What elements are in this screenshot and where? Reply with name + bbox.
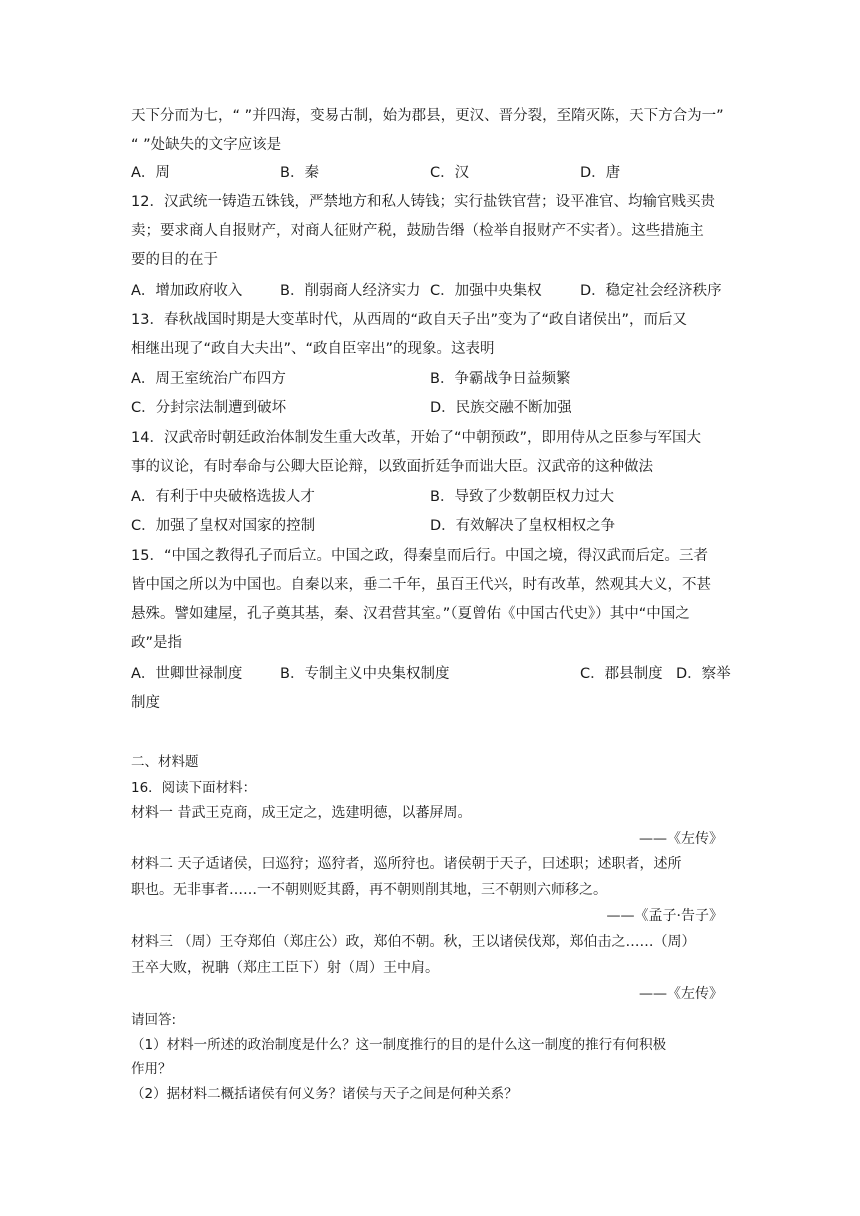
material-3-line-2: 王卒大败，祝聃（郑庄工臣下）射（周）王中肩。 [131,960,439,976]
q15-option-b: B．专制主义中央集权制度 [280,666,450,682]
q14-line-2: 事的议论，有时奉命与公卿大臣论辩，以致面折廷争而诎大臣。汉武帝的这种做法 [131,459,653,475]
q14-option-b: B．导致了少数朝臣权力过大 [430,489,614,505]
q14-line-1: 14．汉武帝时朝廷政治体制发生重大改革，开始了“中朝预政”，即用侍从之臣参与军国大 [131,430,701,446]
q14-option-d: D．有效解决了皇权相权之争 [430,518,616,534]
answer-prompt: 请回答: [131,1012,177,1028]
q15-option-d-wrap: 制度 [131,695,160,711]
q13-line-2: 相继出现了“政自大夫出”、“政自臣宰出”的现象。这表明 [131,341,495,357]
q14-option-a: A．有利于中央破格选拔人才 [131,489,315,505]
q12-line-1: 12．汉武统一铸造五铢钱，严禁地方和私人铸钱；实行盐铁官营；设平准官、均输官贱买贵 [131,194,715,210]
q11-option-b: B．秦 [280,165,319,181]
material-2-line-1: 材料二 天子适诸侯，曰巡狩；巡狩者，巡所狩也。诸侯朝于天子，曰述职；述职者，述所 [131,856,682,872]
q15-line-3: 悬殊。譬如建屋，孔子奠其基，秦、汉君营其室。”（夏曾佑《中国古代史》）其中“中国之 [131,606,690,622]
q11-line-2: “ ”处缺失的文字应该是 [131,137,282,153]
sub-question-1-line-1: （1）材料一所述的政治制度是什么？这一制度推行的目的是什么这一制度的推行有何积极 [131,1037,667,1053]
q12-option-d: D．稳定社会经济秩序 [580,283,722,299]
material-2-source: ——《孟子·告子》 [606,908,723,924]
q12-line-3: 要的目的在于 [131,252,218,268]
q16-prompt: 16．阅读下面材料： [131,780,257,796]
q13-option-a: A．周王室统治广布四方 [131,371,286,387]
material-1-source: ——《左传》 [639,831,723,847]
q13-option-c: C．分封宗法制遭到破坏 [131,400,287,416]
q12-option-a: A．增加政府收入 [131,283,243,299]
sub-question-1-line-2: 作用？ [131,1061,172,1077]
q13-option-b: B．争霸战争日益频繁 [430,371,571,387]
q13-option-d: D．民族交融不断加强 [430,400,572,416]
q15-option-d: D．察举 [676,666,731,682]
q12-option-c: C．加强中央集权 [430,283,542,299]
q13-line-1: 13．春秋战国时期是大变革时代，从西周的“政自天子出”变为了“政自诸侯出”，而后又 [131,312,687,328]
material-1: 材料一 昔武王克商，成王定之，选建明德，以蕃屏周。 [131,805,472,821]
q11-line-1: 天下分而为七，“ ”并四海，变易古制，始为郡县，更汉、晋分裂，至隋灭陈，天下方合为一” [131,108,724,124]
q11-option-d: D．唐 [580,165,621,181]
material-3-source: ——《左传》 [639,986,723,1002]
q12-line-2: 卖；要求商人自报财产，对商人征财产税，鼓励告缗（检举自报财产不实者）。这些措施主 [131,223,704,239]
q15-line-4: 政”是指 [131,635,183,651]
sub-question-2: （2）据材料二概括诸侯有何义务？诸侯与天子之间是何种关系？ [131,1086,518,1102]
section-heading: 二、材料题 [131,754,199,770]
q11-option-c: C．汉 [430,165,470,181]
q12-option-b: B．削弱商人经济实力 [280,283,421,299]
q11-option-a: A．周 [131,165,170,181]
q15-option-c: C．郡县制度 [580,666,663,682]
material-2-line-2: 职也。无非事者……一不朝则贬其爵，再不朝则削其地，三不朝则六师移之。 [131,882,607,898]
q15-line-1: 15．“中国之教得孔子而后立。中国之政，得秦皇而后行。中国之境，得汉武而后定。三者 [131,548,708,564]
q14-option-c: C．加强了皇权对国家的控制 [131,518,316,534]
q15-line-2: 皆中国之所以为中国也。自秦以来，垂二千年，虽百王代兴，时有改革，然观其大义，不甚 [131,577,711,593]
material-3-line-1: 材料三 （周）王夺郑伯（郑庄公）政，郑伯不朝。秋，王以诸侯伐郑，郑伯击之……（周） [131,934,696,950]
q15-option-a: A．世卿世禄制度 [131,666,243,682]
